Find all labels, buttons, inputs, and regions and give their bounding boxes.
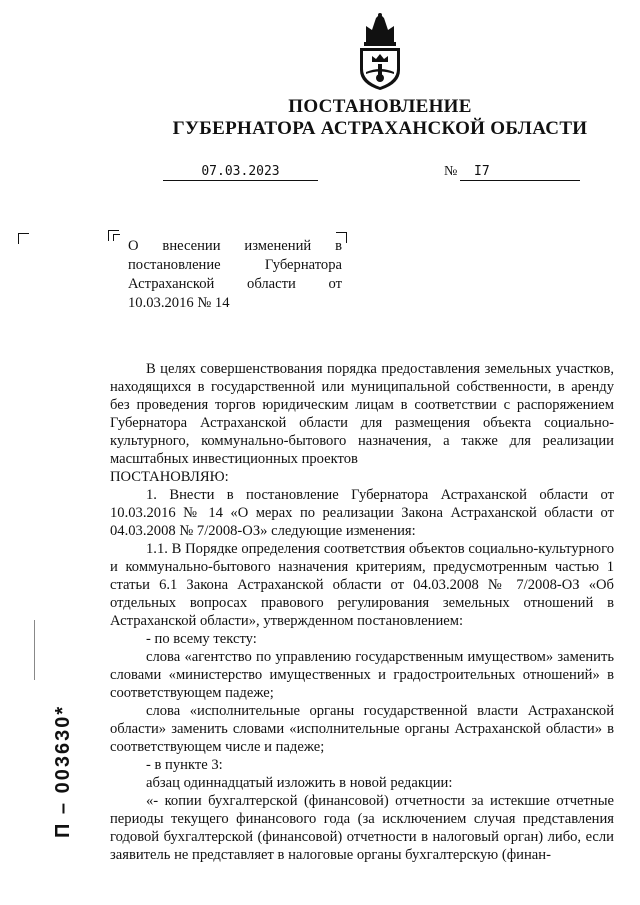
item-1-paragraph: 1. Внести в постановление Губернатора Астраханской области от 10.03.2016 № 14 «О мерах по реализации Закона Астраханской области от 04.03.2008 № 7/2008-ОЗ» следующие изменения: bbox=[110, 487, 614, 539]
issuer-title: ГУБЕРНАТОРА АСТРАХАНСКОЙ ОБЛАСТИ bbox=[172, 118, 588, 139]
agency-replace-paragraph: слова «агентство по управлению государственным имуществом» заменить словами «министерство имущественных и градостроительных отношений» в соответствующем падеже; bbox=[110, 649, 614, 701]
decree-word: ПОСТАНОВЛЯЮ: bbox=[110, 469, 229, 485]
document-number: I7 bbox=[460, 163, 580, 181]
item-1-1-paragraph: 1.1. В Порядке определения соответствия объектов социально-культурного и коммунально-бытового назначения критериям, предусмотренным частью 1 статьи 6.1 Закона Астраханской области от 04.03.2008 № 7/2008-ОЗ «Об отдельных вопросах правового регулирования земельных отношений в Астраханской области», утвержденном постановлением: bbox=[110, 541, 614, 629]
document-date: 07.03.2023 bbox=[163, 163, 318, 181]
corner-mark-subject-left-inner bbox=[113, 234, 120, 241]
paragraph-11-paragraph: абзац одиннадцатый изложить в новой редакции: bbox=[146, 775, 453, 791]
quoted-text-paragraph: «- копии бухгалтерской (финансовой) отчетности за истекшие отчетные периоды текущего финансового года (за исключением случая представления годовой бухгалтерской (финансовой) отчетности в налоговый орган) либо, если заявитель не представляет в налоговые органы бухгалтерскую (финан- bbox=[110, 793, 614, 863]
registration-number: П – 003630* bbox=[52, 704, 74, 838]
coat-of-arms-icon bbox=[352, 12, 408, 92]
corner-mark-left bbox=[18, 233, 29, 244]
item-3-paragraph: - в пункте 3: bbox=[146, 757, 223, 773]
preamble-paragraph: В целях совершенствования порядка предоставления земельных участков, находящихся в государственной или муниципальной собственности, в аренду без проведения торгов юридическим лицам в соответствии с распоряжением Губернатора Астраханской области для размещения объекта социально-культурного, коммунально-бытового назначения, а также для реализации масштабных инвестиционных проектов bbox=[110, 361, 614, 467]
document-body bbox=[110, 360, 614, 864]
number-sign: № bbox=[444, 164, 458, 179]
document-type-title: ПОСТАНОВЛЕНИЕ bbox=[288, 96, 472, 117]
exec-bodies-replace-paragraph: слова «исполнительные органы государственной власти Астраханской области» заменить словами «исполнительные органы Астраханской области» в соответствующем числе и падеже; bbox=[110, 703, 614, 755]
document-subject: О внесении изменений в постановление Губернатора Астраханской области от 10.03.2016 № 14 bbox=[128, 238, 342, 311]
margin-line bbox=[34, 620, 35, 680]
all-text-paragraph: - по всему тексту: bbox=[146, 631, 257, 647]
